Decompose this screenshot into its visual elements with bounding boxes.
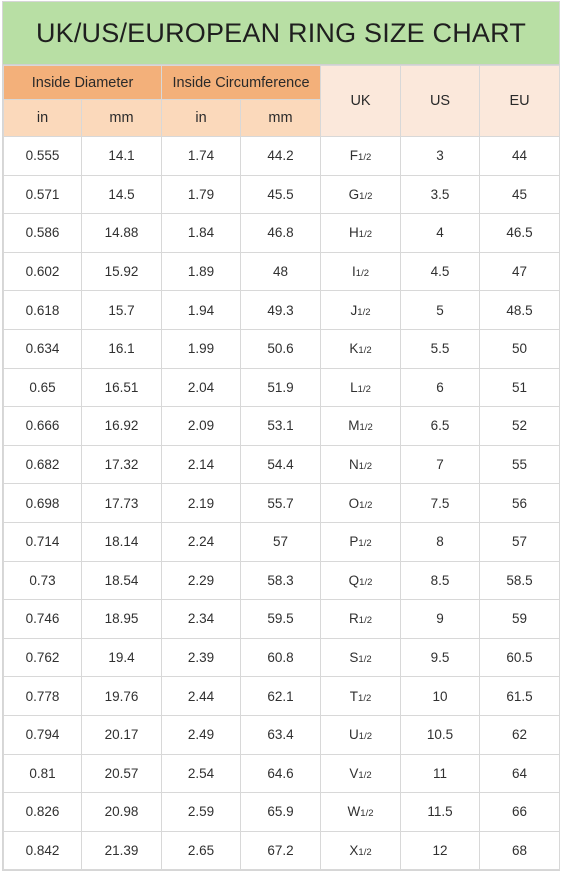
diameter-mm-cell: 21.39 — [82, 831, 162, 870]
eu-size-cell: 55 — [480, 445, 560, 484]
ring-size-chart — [2, 1, 560, 871]
diameter-mm-cell: 20.57 — [82, 754, 162, 793]
header-inside-diameter: Inside Diameter — [4, 66, 162, 100]
circumference-mm-cell: 53.1 — [241, 407, 321, 446]
circumference-mm-cell: 48 — [241, 252, 321, 291]
eu-size-cell: 64 — [480, 754, 560, 793]
uk-size-letter: T — [349, 688, 359, 704]
uk-size-fraction: 1/2 — [359, 190, 373, 202]
diameter-mm-cell: 18.14 — [82, 522, 162, 561]
eu-size-cell: 59 — [480, 600, 560, 639]
diameter-in-cell: 0.666 — [4, 407, 82, 446]
diameter-in-cell: 0.555 — [4, 137, 82, 176]
circumference-mm-cell: 63.4 — [241, 715, 321, 754]
circumference-in-cell: 2.14 — [162, 445, 241, 484]
uk-size-letter: S — [349, 650, 359, 666]
uk-size-fraction: 1/2 — [358, 692, 372, 704]
uk-size-fraction: 1/2 — [358, 615, 372, 627]
us-size-cell: 8.5 — [401, 561, 480, 600]
circumference-mm-cell: 67.2 — [241, 831, 321, 870]
uk-size-cell — [321, 522, 401, 561]
eu-size-cell: 61.5 — [480, 677, 560, 716]
eu-size-cell: 45 — [480, 175, 560, 214]
uk-size-letter: W — [347, 804, 361, 820]
uk-size-letter: O — [348, 495, 360, 511]
diameter-mm-cell: 16.1 — [82, 329, 162, 368]
circumference-mm-cell: 51.9 — [241, 368, 321, 407]
uk-size-letter: G — [348, 186, 360, 202]
table-body — [4, 137, 560, 870]
diameter-mm-cell: 19.4 — [82, 638, 162, 677]
table-row — [4, 793, 560, 832]
uk-size-cell — [321, 291, 401, 330]
eu-size-cell: 47 — [480, 252, 560, 291]
eu-size-cell: 66 — [480, 793, 560, 832]
uk-size-fraction: 1/2 — [359, 576, 373, 588]
circumference-mm-cell: 62.1 — [241, 677, 321, 716]
table-row — [4, 715, 560, 754]
table-row — [4, 831, 560, 870]
uk-size-fraction: 1/2 — [358, 461, 372, 473]
uk-size-letter: F — [349, 148, 359, 164]
table-row — [4, 445, 560, 484]
uk-size-cell — [321, 407, 401, 446]
eu-size-cell: 50 — [480, 329, 560, 368]
eu-size-cell: 51 — [480, 368, 560, 407]
diameter-in-cell: 0.634 — [4, 329, 82, 368]
circumference-mm-cell: 44.2 — [241, 137, 321, 176]
diameter-in-cell: 0.682 — [4, 445, 82, 484]
table-row — [4, 484, 560, 523]
circumference-mm-cell: 46.8 — [241, 214, 321, 253]
us-size-cell: 12 — [401, 831, 480, 870]
header-diameter-in: in — [4, 100, 82, 137]
circumference-mm-cell: 55.7 — [241, 484, 321, 523]
us-size-cell: 9.5 — [401, 638, 480, 677]
table-row — [4, 677, 560, 716]
circumference-in-cell: 2.04 — [162, 368, 241, 407]
circumference-in-cell: 2.54 — [162, 754, 241, 793]
circumference-in-cell: 2.59 — [162, 793, 241, 832]
uk-size-fraction: 1/2 — [358, 538, 372, 550]
circumference-mm-cell: 60.8 — [241, 638, 321, 677]
eu-size-cell: 57 — [480, 522, 560, 561]
uk-size-fraction: 1/2 — [355, 268, 369, 280]
diameter-in-cell: 0.778 — [4, 677, 82, 716]
uk-size-fraction: 1/2 — [358, 345, 372, 357]
uk-size-letter: L — [350, 379, 358, 395]
us-size-cell: 3.5 — [401, 175, 480, 214]
us-size-cell: 4 — [401, 214, 480, 253]
us-size-cell: 10 — [401, 677, 480, 716]
uk-size-cell — [321, 137, 401, 176]
circumference-in-cell: 1.89 — [162, 252, 241, 291]
uk-size-fraction: 1/2 — [358, 769, 372, 781]
diameter-in-cell: 0.698 — [4, 484, 82, 523]
uk-size-cell — [321, 831, 401, 870]
header-circumference-in: in — [162, 100, 241, 137]
table-row — [4, 638, 560, 677]
diameter-mm-cell: 14.88 — [82, 214, 162, 253]
uk-size-cell — [321, 715, 401, 754]
uk-size-cell — [321, 445, 401, 484]
uk-size-fraction: 1/2 — [357, 306, 371, 318]
uk-size-letter: K — [349, 341, 359, 357]
table-row — [4, 291, 560, 330]
diameter-in-cell: 0.618 — [4, 291, 82, 330]
circumference-in-cell: 2.49 — [162, 715, 241, 754]
header-eu: EU — [480, 66, 560, 137]
diameter-mm-cell: 15.7 — [82, 291, 162, 330]
circumference-in-cell: 1.99 — [162, 329, 241, 368]
diameter-mm-cell: 15.92 — [82, 252, 162, 291]
diameter-in-cell: 0.746 — [4, 600, 82, 639]
uk-size-letter: R — [349, 611, 359, 627]
circumference-in-cell: 2.19 — [162, 484, 241, 523]
uk-size-fraction: 1/2 — [358, 731, 372, 743]
us-size-cell: 5.5 — [401, 329, 480, 368]
eu-size-cell: 44 — [480, 137, 560, 176]
uk-size-fraction: 1/2 — [358, 229, 372, 241]
eu-size-cell: 52 — [480, 407, 560, 446]
table-row — [4, 754, 560, 793]
uk-size-fraction: 1/2 — [358, 152, 372, 164]
uk-size-letter: U — [349, 727, 359, 743]
circumference-in-cell: 2.24 — [162, 522, 241, 561]
us-size-cell: 10.5 — [401, 715, 480, 754]
circumference-mm-cell: 59.5 — [241, 600, 321, 639]
ring-size-table — [3, 65, 560, 870]
table-row — [4, 252, 560, 291]
circumference-in-cell: 2.44 — [162, 677, 241, 716]
uk-size-letter: Q — [348, 572, 360, 588]
header-uk: UK — [321, 66, 401, 137]
table-row — [4, 561, 560, 600]
uk-size-fraction: 1/2 — [358, 846, 372, 858]
diameter-in-cell: 0.794 — [4, 715, 82, 754]
diameter-mm-cell: 16.51 — [82, 368, 162, 407]
circumference-mm-cell: 64.6 — [241, 754, 321, 793]
uk-size-cell — [321, 214, 401, 253]
diameter-mm-cell: 20.98 — [82, 793, 162, 832]
diameter-mm-cell: 16.92 — [82, 407, 162, 446]
circumference-in-cell: 1.74 — [162, 137, 241, 176]
table-row — [4, 137, 560, 176]
diameter-in-cell: 0.73 — [4, 561, 82, 600]
uk-size-cell — [321, 600, 401, 639]
diameter-mm-cell: 18.95 — [82, 600, 162, 639]
us-size-cell: 4.5 — [401, 252, 480, 291]
us-size-cell: 3 — [401, 137, 480, 176]
uk-size-cell — [321, 484, 401, 523]
table-row — [4, 175, 560, 214]
uk-size-cell — [321, 754, 401, 793]
diameter-mm-cell: 17.73 — [82, 484, 162, 523]
diameter-mm-cell: 20.17 — [82, 715, 162, 754]
uk-size-cell — [321, 677, 401, 716]
eu-size-cell: 48.5 — [480, 291, 560, 330]
uk-size-cell — [321, 561, 401, 600]
uk-size-letter: V — [349, 765, 359, 781]
circumference-mm-cell: 45.5 — [241, 175, 321, 214]
table-row — [4, 368, 560, 407]
diameter-in-cell: 0.714 — [4, 522, 82, 561]
diameter-mm-cell: 14.5 — [82, 175, 162, 214]
header-diameter-mm: mm — [82, 100, 162, 137]
us-size-cell: 11 — [401, 754, 480, 793]
circumference-in-cell: 2.34 — [162, 600, 241, 639]
eu-size-cell: 62 — [480, 715, 560, 754]
diameter-mm-cell: 18.54 — [82, 561, 162, 600]
uk-size-fraction: 1/2 — [359, 499, 373, 511]
uk-size-fraction: 1/2 — [359, 422, 373, 434]
uk-size-letter: P — [349, 534, 359, 550]
uk-size-cell — [321, 368, 401, 407]
diameter-mm-cell: 19.76 — [82, 677, 162, 716]
diameter-in-cell: 0.842 — [4, 831, 82, 870]
us-size-cell: 6 — [401, 368, 480, 407]
us-size-cell: 9 — [401, 600, 480, 639]
us-size-cell: 7.5 — [401, 484, 480, 523]
uk-size-cell — [321, 638, 401, 677]
eu-size-cell: 68 — [480, 831, 560, 870]
uk-size-cell — [321, 793, 401, 832]
us-size-cell: 8 — [401, 522, 480, 561]
uk-size-cell — [321, 329, 401, 368]
circumference-mm-cell: 54.4 — [241, 445, 321, 484]
header-inside-circumference: Inside Circumference — [162, 66, 321, 100]
circumference-mm-cell: 58.3 — [241, 561, 321, 600]
uk-size-letter: H — [349, 225, 359, 241]
table-row — [4, 214, 560, 253]
us-size-cell: 7 — [401, 445, 480, 484]
chart-title: UK/US/EUROPEAN RING SIZE CHART — [3, 2, 559, 65]
uk-size-letter: N — [349, 457, 359, 473]
eu-size-cell: 46.5 — [480, 214, 560, 253]
eu-size-cell: 58.5 — [480, 561, 560, 600]
diameter-in-cell: 0.65 — [4, 368, 82, 407]
us-size-cell: 11.5 — [401, 793, 480, 832]
circumference-mm-cell: 49.3 — [241, 291, 321, 330]
uk-size-cell — [321, 175, 401, 214]
circumference-in-cell: 2.65 — [162, 831, 241, 870]
table-row — [4, 522, 560, 561]
circumference-in-cell: 1.84 — [162, 214, 241, 253]
header-us: US — [401, 66, 480, 137]
table-row — [4, 600, 560, 639]
circumference-in-cell: 1.79 — [162, 175, 241, 214]
circumference-in-cell: 2.09 — [162, 407, 241, 446]
uk-size-letter: J — [350, 302, 358, 318]
us-size-cell: 6.5 — [401, 407, 480, 446]
diameter-in-cell: 0.81 — [4, 754, 82, 793]
diameter-mm-cell: 14.1 — [82, 137, 162, 176]
circumference-mm-cell: 50.6 — [241, 329, 321, 368]
eu-size-cell: 60.5 — [480, 638, 560, 677]
diameter-mm-cell: 17.32 — [82, 445, 162, 484]
uk-size-fraction: 1/2 — [360, 808, 374, 820]
diameter-in-cell: 0.586 — [4, 214, 82, 253]
uk-size-letter: I — [352, 264, 356, 280]
diameter-in-cell: 0.762 — [4, 638, 82, 677]
table-row — [4, 329, 560, 368]
header-circumference-mm: mm — [241, 100, 321, 137]
circumference-in-cell: 1.94 — [162, 291, 241, 330]
circumference-in-cell: 2.29 — [162, 561, 241, 600]
eu-size-cell: 56 — [480, 484, 560, 523]
uk-size-letter: X — [349, 842, 359, 858]
diameter-in-cell: 0.826 — [4, 793, 82, 832]
uk-size-cell — [321, 252, 401, 291]
uk-size-letter: M — [348, 418, 360, 434]
table-row — [4, 407, 560, 446]
circumference-in-cell: 2.39 — [162, 638, 241, 677]
uk-size-fraction: 1/2 — [358, 654, 372, 666]
circumference-mm-cell: 65.9 — [241, 793, 321, 832]
diameter-in-cell: 0.571 — [4, 175, 82, 214]
uk-size-fraction: 1/2 — [357, 383, 371, 395]
diameter-in-cell: 0.602 — [4, 252, 82, 291]
circumference-mm-cell: 57 — [241, 522, 321, 561]
us-size-cell: 5 — [401, 291, 480, 330]
